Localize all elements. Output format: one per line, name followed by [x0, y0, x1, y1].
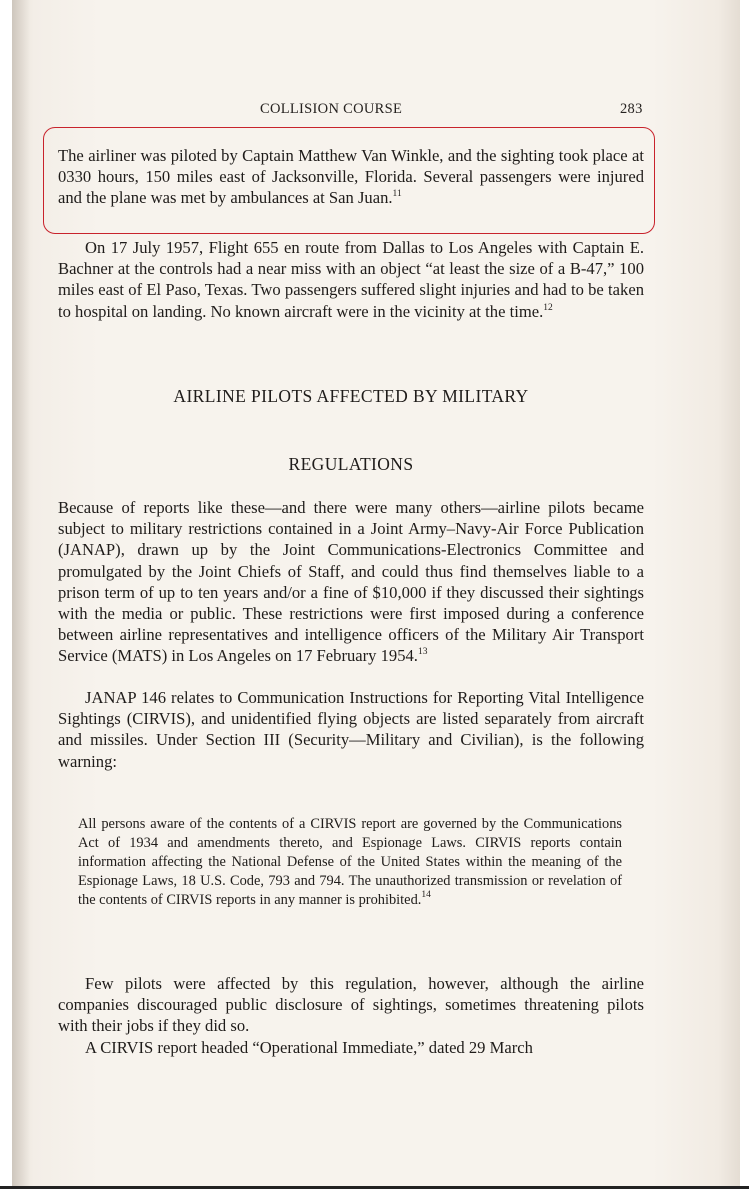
paragraph-text: The airliner was piloted by Captain Matthew Van Winkle, and the sighting took place at 0330 hours, 150 miles east of Jacksonville, Florida. Several passengers were injured and the plane was met by ambulances at San Juan. — [58, 146, 644, 208]
block-quote — [78, 815, 622, 910]
paragraph-text: Few pilots were affected by this regulation, however, although the airline companies discouraged public disclosure of sightings, sometimes threatening pilots with their jobs if they did so. — [58, 974, 644, 1036]
page-bottom-edge — [0, 1186, 749, 1189]
section-heading-line-1: AIRLINE PILOTS AFFECTED BY MILITARY — [173, 386, 529, 406]
paragraph-text: A CIRVIS report headed “Operational Immediate,” dated 29 March — [85, 1038, 533, 1057]
paragraph-janap-146 — [58, 687, 644, 772]
paragraph-flight-655 — [58, 237, 644, 322]
paragraph-cirvis-report — [58, 1037, 644, 1058]
highlight-annotation — [43, 127, 655, 234]
paragraph-text: On 17 July 1957, Flight 655 en route from Dallas to Los Angeles with Captain E. Bachner at the controls had a near miss with an object “at least the size of a B-47,” 100 miles east of El Paso, Texas. Two passengers suffered slight injuries and had to be taken to hospital on landing. No known aircraft were in the vicinity at the time. — [58, 238, 644, 321]
spine-shadow — [12, 0, 30, 1186]
footnote-ref: 13 — [417, 647, 428, 658]
paragraph-janap — [58, 497, 644, 667]
footnote-ref: 12 — [543, 302, 553, 313]
footnote-ref: 11 — [392, 189, 402, 200]
paragraph-text: Because of reports like these—and there were many others—airline pilots became subject to military restrictions contained in a Joint Army–Navy-Air Force Publication (JANAP), drawn up by the Joint Communications-Electronics Committee and promulgated by the Joint Chiefs of Staff, and could thus find themselves liable to a prison term of up to ten years and/or a fine of $10,000 if they discussed their sightings with the media or public. These restrictions were first imposed during a conference between airline representatives and intelligence officers of the Military Air Transport Service (MATS) in Los Angeles on 17 February 1954. — [58, 498, 644, 666]
running-title: COLLISION COURSE — [260, 101, 403, 117]
running-header — [0, 101, 749, 125]
page-number: 283 — [620, 101, 643, 117]
footnote-ref: 14 — [421, 890, 431, 901]
quote-text: All persons aware of the contents of a CIRVIS report are governed by the Communications Act of 1934 and amendments thereto, and Espionage Laws. CIRVIS reports contain information affecting the National Defense of the United States within the meaning of the Espionage Laws, 18 U.S. Code, 793 and 794. The unauthorized transmission or revelation of the contents of CIRVIS reports in any manner is prohibited. — [78, 816, 622, 909]
section-heading-line-2: REGULATIONS — [288, 454, 414, 474]
paragraph-text: JANAP 146 relates to Communication Instructions for Reporting Vital Intelligence Sightings (CIRVIS), and unidentified flying objects are listed separately from aircraft and missiles. Under Section III (Security—Military and Civilian), is the following warning: — [58, 688, 644, 771]
paragraph-few-pilots — [58, 973, 644, 1037]
